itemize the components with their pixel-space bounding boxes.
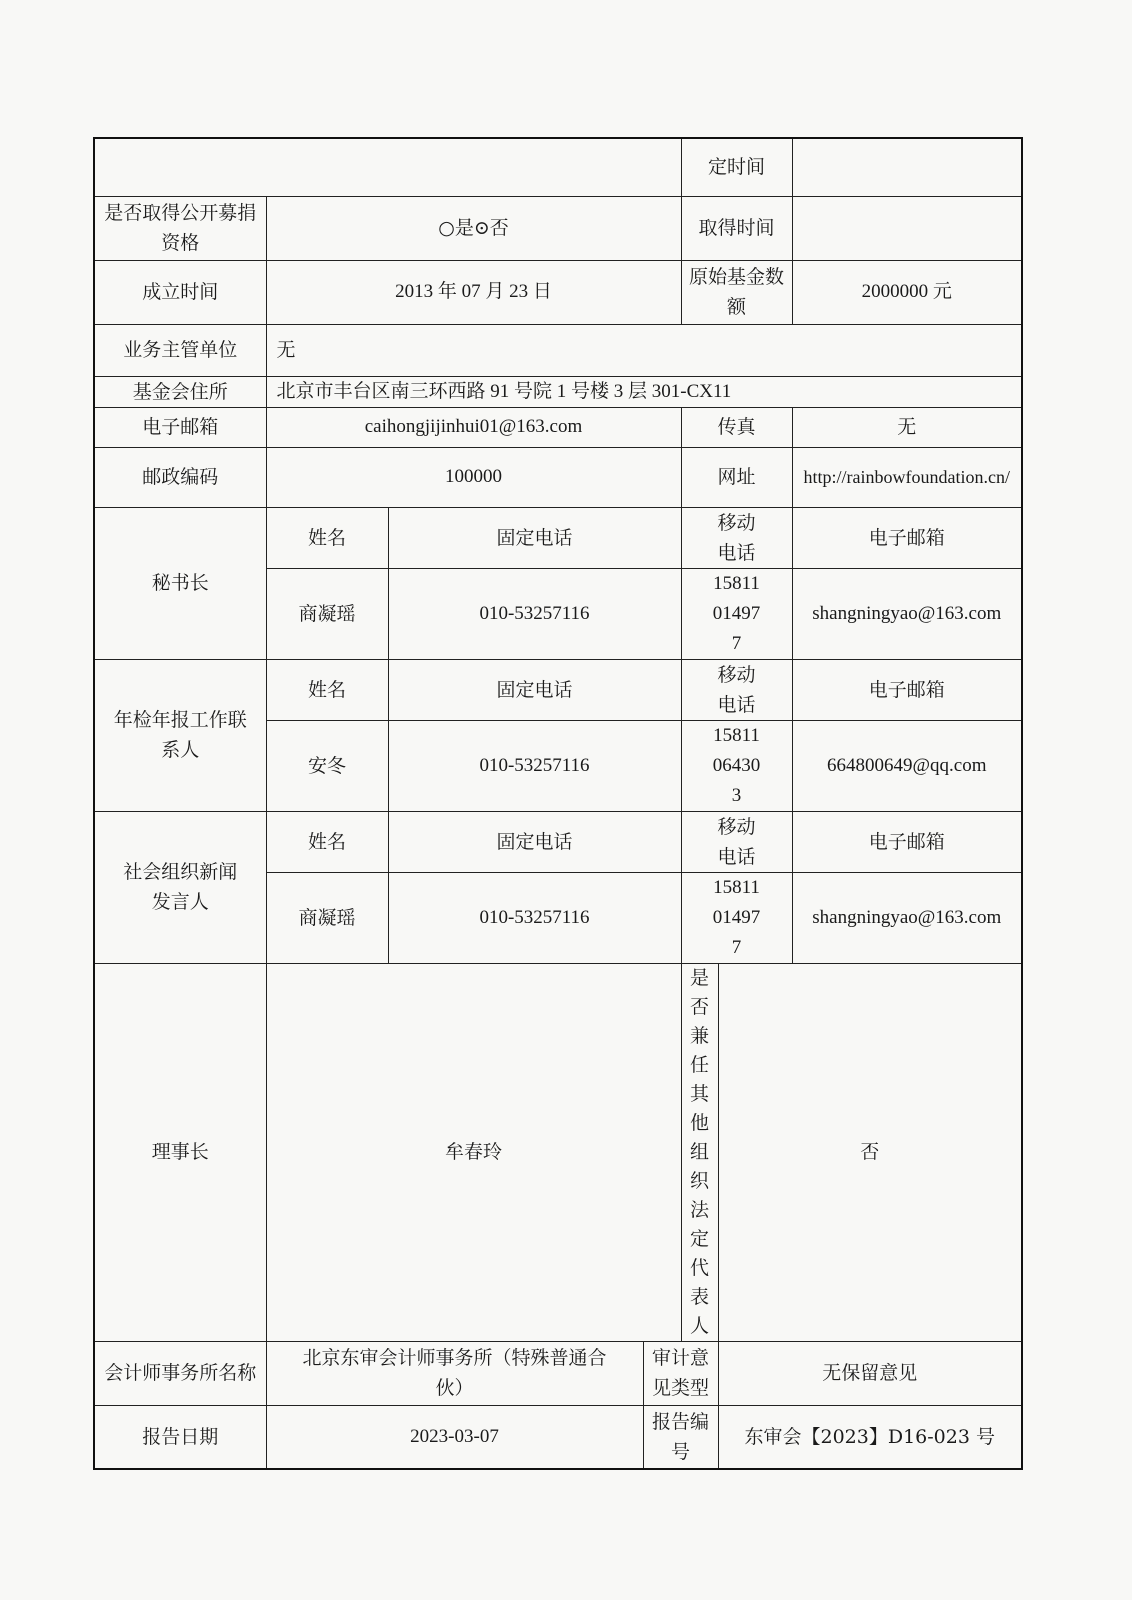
row-secretary-header <box>94 507 1022 568</box>
concurrent-label <box>681 963 718 1341</box>
audit-opinion-label <box>643 1341 718 1405</box>
secretary-mobile <box>681 568 792 659</box>
spokesperson-email: shangningyao@163.com <box>792 872 1022 963</box>
annual-contact-label <box>94 659 266 811</box>
row-report <box>94 1405 1022 1469</box>
secretary-email-header: 电子邮箱 <box>792 507 1022 568</box>
report-number-label <box>643 1405 718 1469</box>
row-postcode <box>94 447 1022 507</box>
secretary-phone-header: 固定电话 <box>388 507 681 568</box>
secretary-mobile-text: 15811014977 <box>712 572 761 654</box>
email-value: caihongjijinhui01@163.com <box>266 407 681 447</box>
fund-amount-label: 原始基金数额 <box>681 260 792 324</box>
top-empty-cell <box>94 138 681 196</box>
annual-mobile-header <box>681 659 792 720</box>
annual-email: 664800649@qq.com <box>792 720 1022 811</box>
secretary-phone: 010-53257116 <box>388 568 681 659</box>
annual-mobile-header-text: 移动电话 <box>717 663 756 716</box>
spokesperson-mobile-text: 15811014977 <box>712 876 761 958</box>
concurrent-label-text: 是否兼任其他组织法定代表人 <box>689 966 709 1337</box>
row-chairman <box>94 963 1022 1341</box>
foundation-info-table <box>93 137 1023 1470</box>
report-number-label-text: 报告编号 <box>651 1410 709 1463</box>
spokesperson-mobile-header <box>681 811 792 872</box>
annual-phone-header: 固定电话 <box>388 659 681 720</box>
row-email <box>94 407 1022 447</box>
annual-email-header: 电子邮箱 <box>792 659 1022 720</box>
row-spokesperson-header <box>94 811 1022 872</box>
annual-contact-label-text: 年检年报工作联系人 <box>113 709 247 761</box>
report-number-value: 东审会【2023】D16-023 号 <box>718 1405 1022 1469</box>
email-label: 电子邮箱 <box>94 407 266 447</box>
spokesperson-label <box>94 811 266 963</box>
audit-opinion-value: 无保留意见 <box>718 1341 1022 1405</box>
annual-mobile-text: 15811064303 <box>712 724 761 806</box>
secretary-name: 商凝瑶 <box>266 568 388 659</box>
website-label: 网址 <box>681 447 792 507</box>
spokesperson-name-header: 姓名 <box>266 811 388 872</box>
row-annual-header <box>94 659 1022 720</box>
spokesperson-name: 商凝瑶 <box>266 872 388 963</box>
postcode-value: 100000 <box>266 447 681 507</box>
annual-phone: 010-53257116 <box>388 720 681 811</box>
established-label: 成立时间 <box>94 260 266 324</box>
chairman-label: 理事长 <box>94 963 266 1341</box>
spokesperson-label-text: 社会组织新闻发言人 <box>123 861 238 913</box>
established-value: 2013 年 07 月 23 日 <box>266 260 681 324</box>
secretary-mobile-header <box>681 507 792 568</box>
row-top <box>94 138 1022 196</box>
audit-firm-label: 会计师事务所名称 <box>94 1341 266 1405</box>
address-label: 基金会住所 <box>94 376 266 407</box>
supervisor-value: 无 <box>266 324 1022 376</box>
spokesperson-email-header: 电子邮箱 <box>792 811 1022 872</box>
spokesperson-phone: 010-53257116 <box>388 872 681 963</box>
fundraising-time-label: 取得时间 <box>681 196 792 260</box>
secretary-name-header: 姓名 <box>266 507 388 568</box>
supervisor-label: 业务主管单位 <box>94 324 266 376</box>
fundraising-time-value <box>792 196 1022 260</box>
annual-mobile <box>681 720 792 811</box>
annual-name-header: 姓名 <box>266 659 388 720</box>
audit-firm-value-text: 北京东审会计师事务所（特殊普通合伙） <box>302 1347 607 1399</box>
top-time-label: 定时间 <box>681 138 792 196</box>
spokesperson-phone-header: 固定电话 <box>388 811 681 872</box>
report-date-value: 2023-03-07 <box>266 1405 643 1469</box>
website-value: http://rainbowfoundation.cn/ <box>792 447 1022 507</box>
spokesperson-mobile-header-text: 移动电话 <box>717 815 756 868</box>
audit-firm-value <box>266 1341 643 1405</box>
fax-value: 无 <box>792 407 1022 447</box>
top-time-value <box>792 138 1022 196</box>
secretary-label: 秘书长 <box>94 507 266 659</box>
secretary-mobile-header-text: 移动电话 <box>717 511 756 564</box>
postcode-label: 邮政编码 <box>94 447 266 507</box>
report-date-label: 报告日期 <box>94 1405 266 1469</box>
secretary-email: shangningyao@163.com <box>792 568 1022 659</box>
fax-label: 传真 <box>681 407 792 447</box>
row-audit <box>94 1341 1022 1405</box>
chairman-name: 牟春玲 <box>266 963 681 1341</box>
fundraising-label: 是否取得公开募捐资格 <box>94 196 266 260</box>
fundraising-value: ○是⊙否 <box>266 196 681 260</box>
address-value: 北京市丰台区南三环西路 91 号院 1 号楼 3 层 301-CX11 <box>266 376 1022 407</box>
annual-name: 安冬 <box>266 720 388 811</box>
concurrent-value: 否 <box>718 963 1022 1341</box>
row-supervisor <box>94 324 1022 376</box>
spokesperson-mobile <box>681 872 792 963</box>
row-address <box>94 376 1022 407</box>
audit-opinion-label-text: 审计意见类型 <box>651 1347 709 1399</box>
row-established <box>94 260 1022 324</box>
fund-amount-value: 2000000 元 <box>792 260 1022 324</box>
row-fundraising <box>94 196 1022 260</box>
